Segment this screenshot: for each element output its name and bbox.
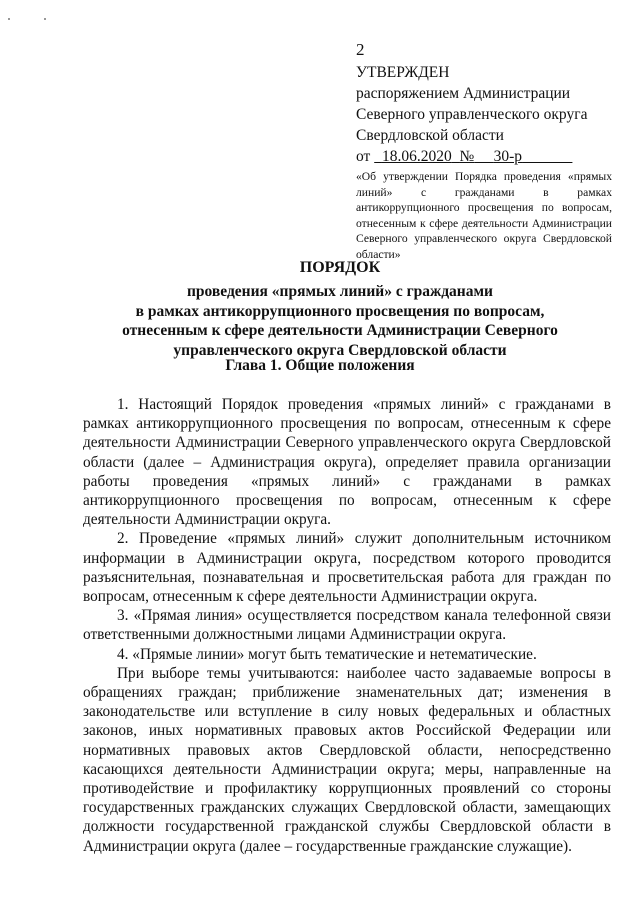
number-sign: №: [459, 148, 475, 165]
scan-speck: [44, 18, 46, 20]
scan-speck: [8, 18, 10, 20]
approval-date-line: [356, 146, 612, 167]
approval-line: Северного управленческого округа: [356, 106, 588, 123]
approval-number: 30-р: [493, 148, 523, 165]
title-line: управленческого округа Свердловской области: [173, 341, 507, 359]
title-line: отнесенным к сфере деятельности Администрации Северного: [122, 322, 558, 339]
title-main: ПОРЯДОК: [299, 259, 381, 276]
date-prefix: от: [356, 148, 371, 165]
title-line: в рамках антикоррупционного просвещения по вопросам,: [135, 302, 545, 320]
approval-block: [356, 62, 612, 263]
approval-date: 18.06.2020 № 30-р: [381, 148, 523, 165]
approval-line: Свердловской области: [356, 127, 504, 144]
title-line: проведения «прямых линий» с гражданами: [187, 283, 493, 300]
paragraph: 3. «Прямая линия» осуществляется посредством канала телефонной связи ответственными должностными лицами Администрации округа.: [83, 607, 611, 644]
page-number: 2: [356, 40, 365, 59]
approval-reference: «Об утверждении Порядка проведения «прямых линий» с гражданами в рамках антикоррупционного просвещения по вопросам, отнесенным к сфере деятельности Администрации Северного управленческого округа Свердловской области»: [356, 170, 612, 261]
chapter-heading: Глава 1. Общие положения: [225, 357, 415, 374]
approval-line: распоряжением Администрации: [356, 85, 571, 102]
body-text: [83, 395, 611, 856]
document-title: [40, 258, 640, 360]
paragraph: 4. «Прямые линии» могут быть тематические и нетематические.: [117, 645, 537, 663]
paragraph: При выборе темы учитываются: наиболее часто задаваемые вопросы в обращениях граждан; приближение знаменательных дат; изменения в законодательстве или вступление в силу новых федеральных и областных законов, иных нормативных правовых актов Российской Федерации или нормативных правовых актов Свердловской области, непосредственно касающихся деятельности Администрации округа; меры, направленные на противодействие и профилактику коррупционных проявлений со стороны государственных гражданских служащих Свердловской области, замещающих должности государственной гражданской службы Свердловской области в Администрации округа (далее – государственные гражданские служащие).: [83, 664, 611, 855]
approval-heading: УТВЕРЖДЕН: [356, 64, 450, 81]
paragraph: 1. Настоящий Порядок проведения «прямых линий» с гражданами в рамках антикоррупционного просвещения по вопросам, отнесенным к сфере деятельности Администрации Северного управленческого округа Свердловской области (далее – Администрация округа), определяет правила организации работы проведения «прямых линий» с гражданами в рамках антикоррупционного просвещения по вопросам, отнесенным к сфере деятельности Администрации округа.: [83, 396, 611, 529]
paragraph: 2. Проведение «прямых линий» служит дополнительным источником информации в Администрации округа, посредством которого проводится разъяснительная, познавательная и просветительская работа для граждан по вопросам, отнесенным к сфере деятельности Администрации округа.: [83, 530, 611, 606]
